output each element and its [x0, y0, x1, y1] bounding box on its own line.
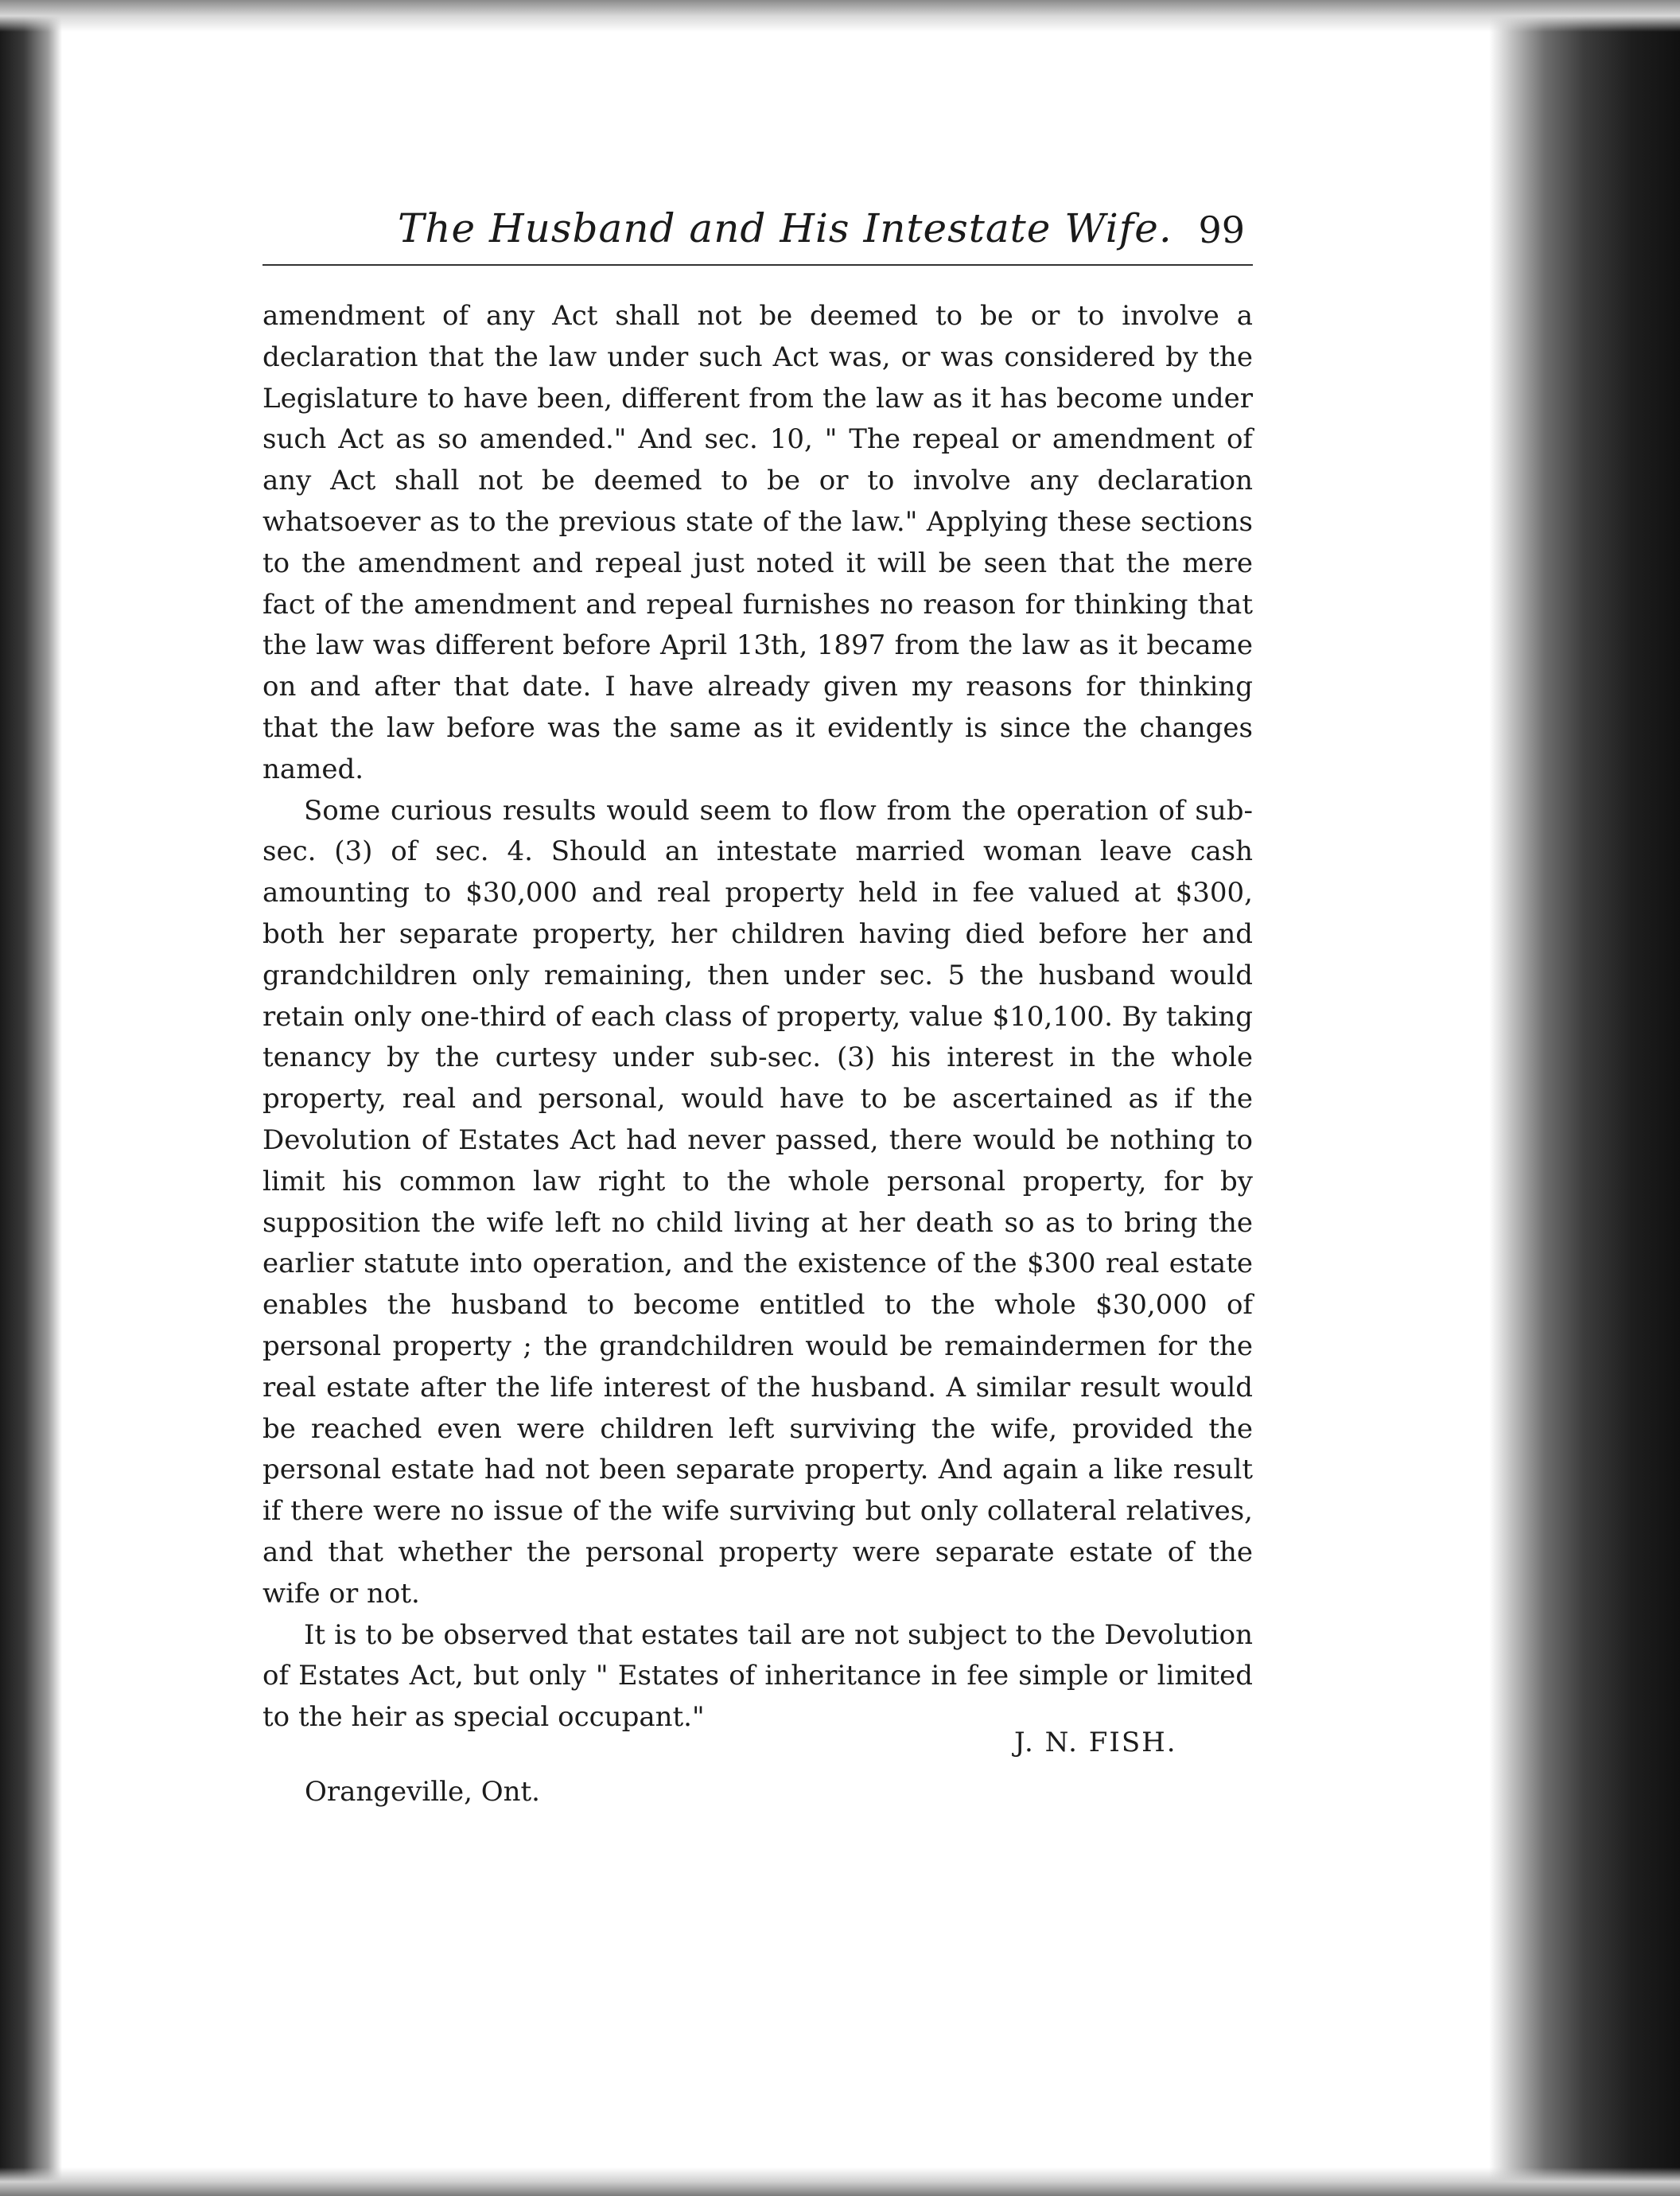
paragraph-1: amendment of any Act shall not be deemed to be or to involve a declaration that the law under such Act was, or was considered by the Legislature to have been, different from the law as it has become under such Act as so amended." And sec. 10, " The repeal or amendment of any Act shall not be deemed to be or to involve any declaration whatsoever as to the previous state of the law." Applying these sections to the amendment and repeal just noted it will be seen that the mere fact of the amendment and repeal furnishes no reason for thinking that the law was different before April 13th, 1897 from the law as it became on and after that date. I have already given my reasons for thinking that the law before was the same as it evidently is since the changes named.	[262, 300, 1253, 785]
running-title: The Husband and His Intestate Wife.	[398, 205, 1172, 251]
paragraph-3: It is to be observed that estates tail are not subject to the Devolution of Estates Act, but only " Estates of inheritance in fee simple or limited to the heir as special occupant."	[262, 1618, 1253, 1734]
scan-shadow-left	[0, 0, 62, 2196]
place-line: Orangeville, Ont.	[305, 1776, 540, 1808]
page-number: 99	[1198, 208, 1245, 251]
scan-shadow-top	[0, 0, 1680, 32]
paragraph-2: Some curious results would seem to flow from the operation of sub-sec. (3) of sec. 4. Should an intestate married woman leave cash amounting to $30,000 and real property held in fee valued at $300, both her separate property, her children having died before her and grandchildren only remaining, then under sec. 5 the husband would retain only one-third of each class of property, value $10,100. By taking tenancy by the curtesy under sub-sec. (3) his interest in the whole property, real and personal, would have to be ascertained as if the Devolution of Estates Act had never passed, there would be nothing to limit his common law right to the whole personal property, for by supposition the wife left no child living at her death so as to bring the earlier statute into operation, and the existence of the $300 real estate enables the husband to become entitled to the whole $30,000 of personal property ; the grandchildren would be remaindermen for the real estate after the life interest of the husband. A similar result would be reached even were children left surviving the wife, provided the personal estate had not been separate property. And again a like result if there were no issue of the wife surviving but only collateral relatives, and that whether the personal property were separate estate of the wife or not.	[262, 794, 1253, 1610]
body-text	[262, 296, 1253, 1738]
scan-shadow-right	[1489, 0, 1680, 2196]
author-signature: J. N. FISH.	[1014, 1727, 1177, 1758]
page-header	[262, 191, 1253, 271]
scan-shadow-bottom	[0, 2167, 1680, 2196]
header-rule	[262, 264, 1253, 266]
